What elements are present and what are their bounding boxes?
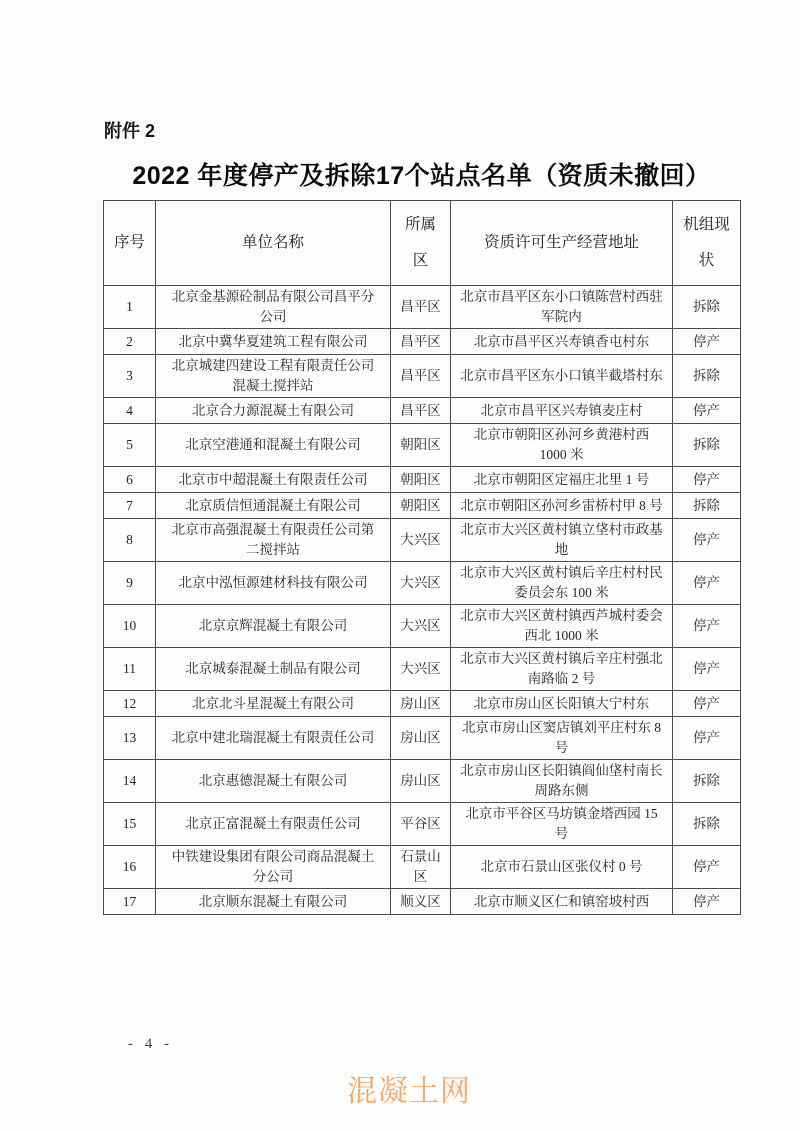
- unit-name-cell: 北京京辉混凝土有限公司: [156, 605, 391, 648]
- table-row: [104, 424, 741, 467]
- table-row: [104, 562, 741, 605]
- header-address: 资质许可生产经营地址: [451, 201, 673, 286]
- row-number-cell: 5: [104, 424, 156, 467]
- status-cell: 停产: [673, 648, 741, 691]
- status-cell: 停产: [673, 398, 741, 424]
- address-cell: 北京市朝阳区孙河乡黄港村西 1000 米: [451, 424, 673, 467]
- district-cell: 大兴区: [391, 605, 451, 648]
- unit-name-cell: 北京质信恒通混凝土有限公司: [156, 493, 391, 519]
- unit-name-cell: 北京顺东混凝土有限公司: [156, 889, 391, 915]
- district-cell: 石景山区: [391, 846, 451, 889]
- table-row: [104, 889, 741, 915]
- unit-name-cell: 北京合力源混凝土有限公司: [156, 398, 391, 424]
- unit-name-cell: 北京中建北瑞混凝土有限责任公司: [156, 717, 391, 760]
- district-cell: 房山区: [391, 691, 451, 717]
- district-cell: 昌平区: [391, 286, 451, 329]
- address-cell: 北京市昌平区兴寿镇香屯村东: [451, 329, 673, 355]
- address-cell: 北京市昌平区东小口镇陈营村西驻军院内: [451, 286, 673, 329]
- district-cell: 朝阳区: [391, 467, 451, 493]
- address-cell: 北京市大兴区黄村镇后辛庄村强北南路临 2 号: [451, 648, 673, 691]
- address-cell: 北京市朝阳区定福庄北里 1 号: [451, 467, 673, 493]
- status-cell: 停产: [673, 562, 741, 605]
- address-cell: 北京市大兴区黄村镇西芦城村委会西北 1000 米: [451, 605, 673, 648]
- page-title: 2022 年度停产及拆除17个站点名单（资质未撤回）: [132, 162, 711, 190]
- table-row: [104, 355, 741, 398]
- row-number-cell: 8: [104, 519, 156, 562]
- address-cell: 北京市平谷区马坊镇金塔西园 15 号: [451, 803, 673, 846]
- address-cell: 北京市昌平区兴寿镇麦庄村: [451, 398, 673, 424]
- status-cell: 停产: [673, 691, 741, 717]
- district-cell: 昌平区: [391, 398, 451, 424]
- table-row: [104, 329, 741, 355]
- district-cell: 大兴区: [391, 562, 451, 605]
- address-cell: 北京市朝阳区孙河乡雷桥村甲 8 号: [451, 493, 673, 519]
- row-number-cell: 14: [104, 760, 156, 803]
- watermark-text: 混凝土网: [347, 1075, 471, 1108]
- status-cell: 拆除: [673, 286, 741, 329]
- district-cell: 昌平区: [391, 355, 451, 398]
- row-number-cell: 1: [104, 286, 156, 329]
- unit-name-cell: 北京惠德混凝土有限公司: [156, 760, 391, 803]
- table-row: [104, 519, 741, 562]
- status-cell: 拆除: [673, 760, 741, 803]
- unit-name-cell: 北京城建四建设工程有限责任公司混凝土搅拌站: [156, 355, 391, 398]
- unit-name-cell: 北京中冀华夏建筑工程有限公司: [156, 329, 391, 355]
- status-cell: 停产: [673, 605, 741, 648]
- table-row: [104, 493, 741, 519]
- status-cell: 停产: [673, 717, 741, 760]
- row-number-cell: 9: [104, 562, 156, 605]
- table-row: [104, 760, 741, 803]
- row-number-cell: 7: [104, 493, 156, 519]
- table-row: [104, 846, 741, 889]
- header-district: 所属区: [391, 201, 451, 286]
- status-cell: 拆除: [673, 424, 741, 467]
- address-cell: 北京市房山区长阳镇大宁村东: [451, 691, 673, 717]
- address-cell: 北京市石景山区张仪村 0 号: [451, 846, 673, 889]
- unit-name-cell: 北京市中超混凝土有限责任公司: [156, 467, 391, 493]
- table-body: [104, 286, 741, 915]
- district-cell: 房山区: [391, 717, 451, 760]
- unit-name-cell: 北京中泓恒源建材科技有限公司: [156, 562, 391, 605]
- district-cell: 房山区: [391, 760, 451, 803]
- row-number-cell: 3: [104, 355, 156, 398]
- district-cell: 朝阳区: [391, 493, 451, 519]
- district-cell: 大兴区: [391, 519, 451, 562]
- table-row: [104, 605, 741, 648]
- table-row: [104, 286, 741, 329]
- header-unit-name: 单位名称: [156, 201, 391, 286]
- page-number: - 4 -: [128, 1036, 173, 1052]
- row-number-cell: 4: [104, 398, 156, 424]
- status-cell: 拆除: [673, 493, 741, 519]
- address-cell: 北京市大兴区黄村镇后辛庄村村民委员会东 100 米: [451, 562, 673, 605]
- row-number-cell: 6: [104, 467, 156, 493]
- status-cell: 停产: [673, 467, 741, 493]
- address-cell: 北京市房山区窦店镇刘平庄村东 8 号: [451, 717, 673, 760]
- status-cell: 停产: [673, 889, 741, 915]
- row-number-cell: 17: [104, 889, 156, 915]
- status-cell: 停产: [673, 519, 741, 562]
- unit-name-cell: 北京正富混凝土有限责任公司: [156, 803, 391, 846]
- header-unit-status: 机组现状: [673, 201, 741, 286]
- table-row: [104, 717, 741, 760]
- address-cell: 北京市昌平区东小口镇半截塔村东: [451, 355, 673, 398]
- unit-name-cell: 北京北斗星混凝土有限公司: [156, 691, 391, 717]
- status-cell: 停产: [673, 329, 741, 355]
- unit-name-cell: 北京城泰混凝土制品有限公司: [156, 648, 391, 691]
- unit-name-cell: 北京金基源砼制品有限公司昌平分公司: [156, 286, 391, 329]
- district-cell: 昌平区: [391, 329, 451, 355]
- status-cell: 拆除: [673, 355, 741, 398]
- row-number-cell: 16: [104, 846, 156, 889]
- table-row: [104, 648, 741, 691]
- table-row: [104, 803, 741, 846]
- table-header-row: [104, 201, 741, 286]
- row-number-cell: 13: [104, 717, 156, 760]
- header-serial-number: 序号: [104, 201, 156, 286]
- row-number-cell: 12: [104, 691, 156, 717]
- unit-name-cell: 北京市高强混凝土有限责任公司第二搅拌站: [156, 519, 391, 562]
- district-cell: 朝阳区: [391, 424, 451, 467]
- row-number-cell: 15: [104, 803, 156, 846]
- table-row: [104, 398, 741, 424]
- status-cell: 拆除: [673, 803, 741, 846]
- district-cell: 平谷区: [391, 803, 451, 846]
- district-cell: 顺义区: [391, 889, 451, 915]
- table-row: [104, 691, 741, 717]
- address-cell: 北京市房山区长阳镇阎仙垡村南长周路东侧: [451, 760, 673, 803]
- row-number-cell: 10: [104, 605, 156, 648]
- address-cell: 北京市大兴区黄村镇立垡村市政基地: [451, 519, 673, 562]
- address-cell: 北京市顺义区仁和镇窑坡村西: [451, 889, 673, 915]
- status-cell: 停产: [673, 846, 741, 889]
- attachment-label: 附件 2: [104, 121, 156, 141]
- row-number-cell: 11: [104, 648, 156, 691]
- table-row: [104, 467, 741, 493]
- district-cell: 大兴区: [391, 648, 451, 691]
- unit-name-cell: 北京空港通和混凝土有限公司: [156, 424, 391, 467]
- site-list-table: [103, 200, 741, 915]
- row-number-cell: 2: [104, 329, 156, 355]
- unit-name-cell: 中铁建设集团有限公司商品混凝土分公司: [156, 846, 391, 889]
